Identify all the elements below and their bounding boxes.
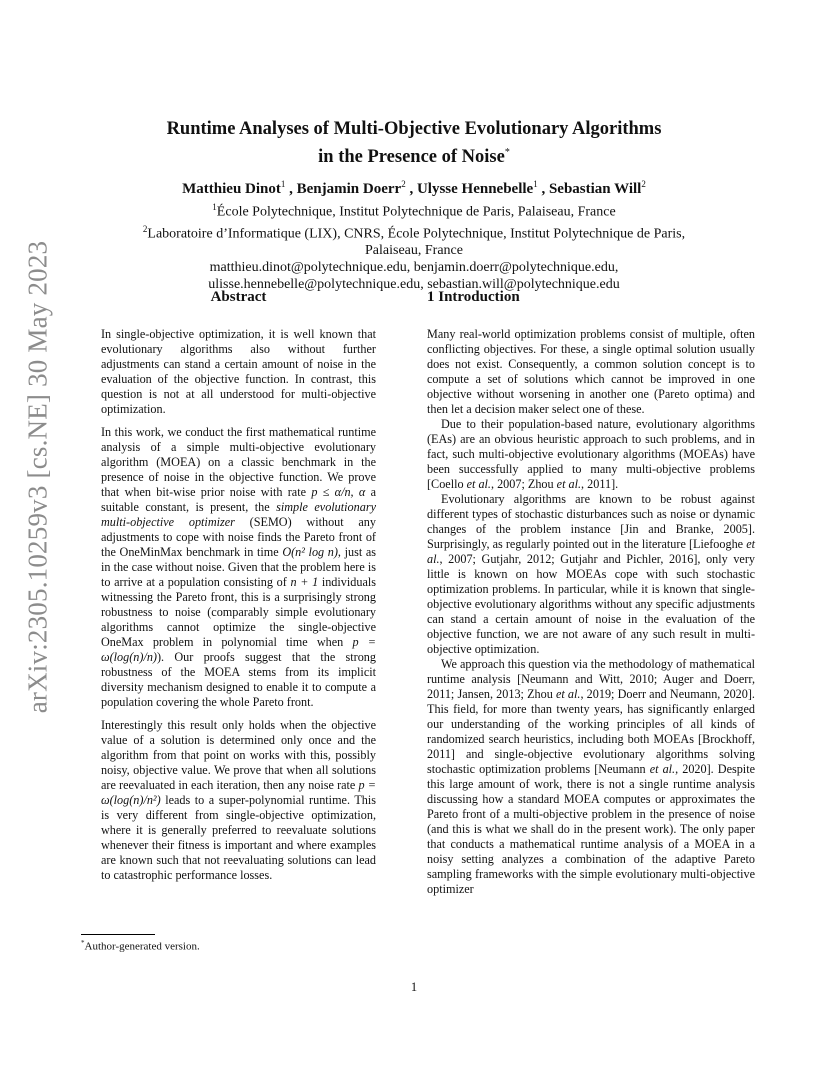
title-line-1: Runtime Analyses of Multi-Objective Evolutionary Algorithms xyxy=(166,119,662,139)
email-line: ulisse.hennebelle@polytechnique.edu, sebastian.will@polytechnique.edu xyxy=(208,277,620,293)
author: Ulysse Hennebelle xyxy=(416,181,534,198)
intro-paragraph: Many real-world optimization problems consist of multiple, often conflicting objectives. For these, a single optimal solution usually does not exist. Consequently, a common solution concept is to compute a set of solutions which cannot be improved in one objective without worsening in another one (Pareto optima) and then let a decision maker select one of these. xyxy=(427,327,755,416)
arxiv-stamp xyxy=(22,240,54,714)
emphasis: simple evolutionary multi-objective optimizer xyxy=(101,500,376,529)
abstract-paragraph: Interestingly this result only holds when the objective value of a solution is determined only once and the algorithm from that point on works with this, possibly noisy, objective value. We prove that when all solutions are reevaluated in each iteration, then any noise rate p = ω(log(n)/n²) leads to a super-polynomial runtime. This is very different from single-objective optimization, where it is generally preferred to reevaluate solutions whenever their fitness is important and where examples are known such that not reevaluating solutions can lead to catastrophic performance losses. xyxy=(101,718,376,882)
email-list xyxy=(80,259,748,293)
math-expression: O(n² log n) xyxy=(282,545,338,559)
affiliation-2 xyxy=(80,221,748,260)
intro-paragraph: Evolutionary algorithms are known to be robust against different types of stochastic disturbances such as noise or dynamic changes of the problem instance [Jin and Branke, 2005]. Surprisingly, as regularly pointed out in the literature [Liefooghe et al., 2007; Gutjahr, 2012; Gutjahr and Pichler, 2016], only very little is known on how MOEAs cope with such stochastic optimization problems. In particular, while it is known that single-objective evolutionary algorithms without any specific adjustments can stand a certain amount of noise in the evaluation of the objective function, we are not aware of any such result in multi-objective optimization. xyxy=(427,492,755,656)
introduction-column xyxy=(427,290,755,897)
title-footnote-mark: * xyxy=(504,147,510,158)
arxiv-stamp-text: arXiv:2305.10259v3 [cs.NE] 30 May 2023 xyxy=(22,240,53,714)
author: Sebastian Will xyxy=(548,181,642,198)
title-line-2: in the Presence of Noise xyxy=(318,147,505,168)
affil-mark: 2 xyxy=(142,223,148,234)
math-expression: n + 1 xyxy=(290,575,319,589)
author-list: Matthieu Dinot$^1$ , Benjamin Doerr$^2$ , Ulysse Hennebelle$^1$ , Sebastian Will$^2$ xyxy=(182,179,646,198)
math-expression: p = ω(log(n)/n) xyxy=(101,635,376,664)
abstract-paragraph: In this work, we conduct the first mathematical runtime analysis of a simple multi-objective evolutionary algorithm (MOEA) on a classic benchmark in the presence of noise in the objective function. We prove that when bit-wise prior noise with rate p ≤ α/n, α a suitable constant, is present, the simple evolutionary multi-objective optimizer (SEMO) without any adjustments to cope with noise finds the Pareto front of the OneMinMax benchmark in time O(n² log n), just as in the case without noise. Given that the problem here is to arrive at a population consisting of n + 1 individuals witnessing the Pareto front, this is a surprisingly strong robustness to noise (comparably simple evolutionary algorithms cannot optimize the single-objective OneMax problem in polynomial time when p = ω(log(n)/n)). Our proofs suggest that the strong robustness of the MOEA stems from its implicit diversity mechanism designed to enable it to compute a population covering the whole Pareto front. xyxy=(101,425,376,709)
footnote-rule xyxy=(81,934,155,935)
author-affil-mark: 1 xyxy=(280,179,286,190)
title-block xyxy=(80,118,748,293)
intro-paragraph: We approach this question via the methodology of mathematical runtime analysis [Neumann and Witt, 2010; Auger and Doerr, 2011; Jansen, 2013; Zhou et al., 2019; Doerr and Neumann, 2020]. This field, for more than twenty years, has significantly enlarged our understanding of the working principles of all kinds of randomized search heuristics, including both MOEAs [Brockhoff, 2011] and single-objective evolutionary algorithms solving stochastic optimization problems [Neumann et al., 2020]. Despite this large amount of work, there is not a single runtime analysis discussing how a standard MOEA computes or approximates the Pareto front of a multi-objective problem in the presence of noise (and this is what we shall do in the present work). The only paper that conducts a mathematical runtime analysis of a MOEA in a noisy setting analyzes a combination of the adaptive Pareto sampling frameworks with the simple evolutionary multi-objective optimizer xyxy=(427,657,755,896)
affiliation-text: Laboratoire d’Informatique (LIX), CNRS, École Polytechnique, Institut Polytechnique de Paris, xyxy=(147,226,686,242)
math-expression: p = ω(log(n)/n²) xyxy=(101,778,376,807)
page-number: 1 xyxy=(410,980,418,994)
affiliation-text: École Polytechnique, Institut Polytechnique de Paris, Palaiseau, France xyxy=(216,204,616,220)
author-affil-mark: 2 xyxy=(401,179,406,190)
author-affil-mark: 2 xyxy=(641,179,646,190)
intro-paragraph: Due to their population-based nature, evolutionary algorithms (EAs) are an obvious heuristic approach to such problems, and in fact, such multi-objective evolutionary algorithms (MOEAs) have been successfully applied to many multi-objective problems [Coello et al., 2007; Zhou et al., 2011]. xyxy=(427,417,755,491)
footnote-mark: * xyxy=(81,939,85,947)
affil-mark: 1 xyxy=(212,202,217,213)
abstract-heading: Abstract xyxy=(210,289,267,305)
section-heading: 1 Introduction xyxy=(427,289,520,305)
paper-title xyxy=(80,118,748,169)
math-expression: p ≤ α/n, α xyxy=(311,485,366,499)
email-line: matthieu.dinot@polytechnique.edu, benjamin.doerr@polytechnique.edu, xyxy=(209,260,619,276)
footnote-text: Author-generated version. xyxy=(84,940,200,953)
affiliation-1 xyxy=(80,199,748,221)
affiliation-text: Palaiseau, France xyxy=(365,243,463,259)
author: Matthieu Dinot xyxy=(182,181,281,198)
footnote xyxy=(81,939,200,953)
author: Benjamin Doerr xyxy=(296,181,402,198)
abstract-column xyxy=(101,290,376,891)
abstract-paragraph: In single-objective optimization, it is well known that evolutionary algorithms also without further adjustments can stand a certain amount of noise in the evaluation of the objective function. In contrast, this question is not at all understood for multi-objective optimization. xyxy=(101,327,376,416)
author-affil-mark: 1 xyxy=(533,179,538,190)
